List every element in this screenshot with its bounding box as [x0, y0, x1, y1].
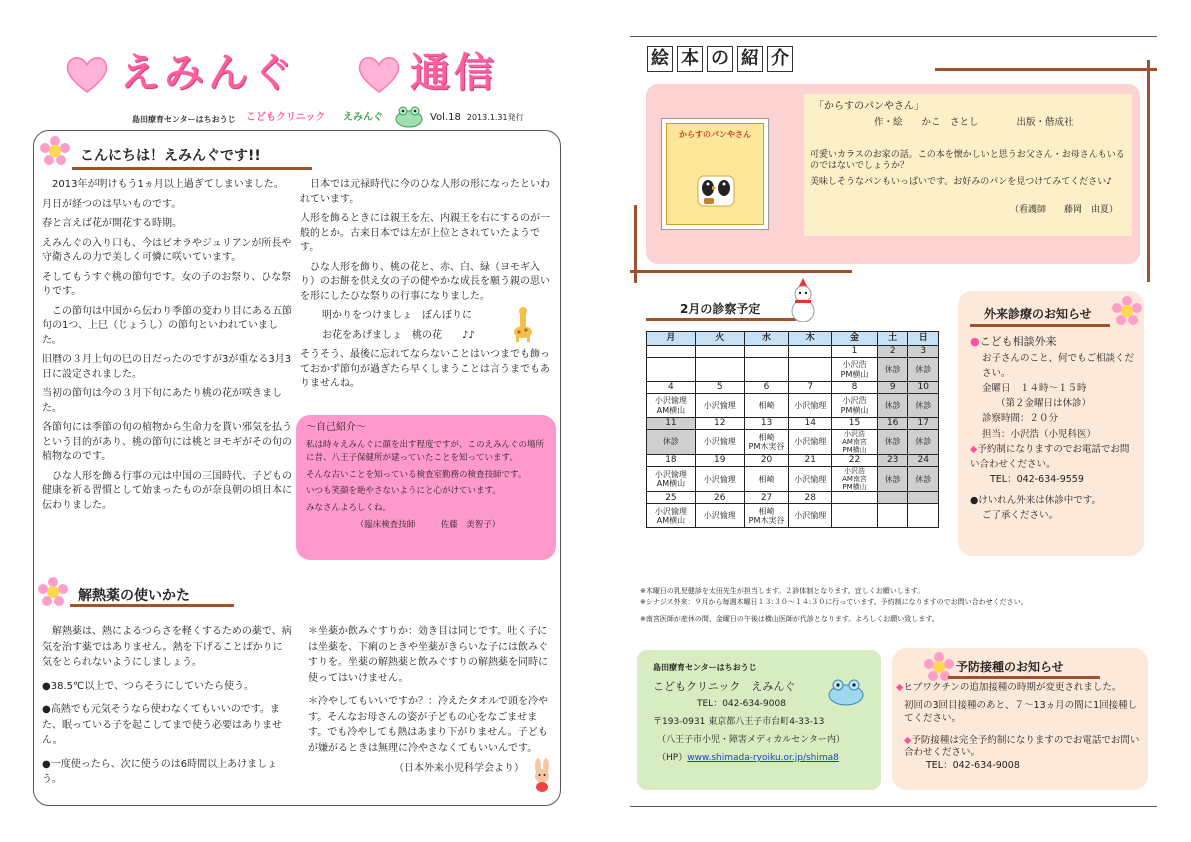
calendar-date: 18 [647, 455, 696, 467]
giraffe-icon [510, 306, 536, 342]
calendar-entry: 小沢愉理 [789, 467, 832, 492]
outpatient-title: 外来診療のお知らせ [984, 307, 1092, 321]
bullet-icon: ● [970, 335, 980, 348]
schedule-title: 2月の診察予定 [680, 302, 761, 316]
snowman-icon [787, 278, 819, 322]
day-header: 水 [744, 332, 789, 346]
calendar-entry: 小沢愉理 [789, 430, 832, 455]
vaccine-body [896, 682, 1144, 772]
poem-line: 明かりをつけましょ ぼんぼりに [322, 310, 472, 321]
contact-tel: TEL：042-634-9008 [697, 699, 786, 709]
frog-icon [394, 104, 424, 128]
frame-line [935, 68, 1157, 71]
calendar-entry [744, 358, 789, 382]
schedule-table [646, 331, 939, 528]
heart-icon [64, 54, 110, 94]
calendar-date: 23 [877, 455, 908, 467]
paragraph: ●一度使ったら、次に使うのは6時間以上あけましょう。 [42, 758, 278, 785]
day-header: 火 [695, 332, 744, 346]
note: ※木曜日の乳児健診を太田先生が担当します。２診体制となります。宜しくお願いします。 [640, 587, 925, 595]
calendar-date [647, 346, 696, 358]
book-text-area [804, 94, 1132, 236]
calendar-date [695, 346, 744, 358]
divider [970, 324, 1110, 327]
calendar-entry [789, 358, 832, 382]
calendar-date: 16 [877, 418, 908, 430]
calendar-date [789, 346, 832, 358]
calendar-entry: 相崎 PM木実谷 [744, 504, 789, 528]
divider [70, 604, 234, 607]
outpatient-line: 金曜日 １４時～１５時 [982, 382, 1087, 394]
outpatient-line: お子さんのこと、何でもご相談ください。 [982, 352, 1135, 379]
divider [72, 167, 312, 170]
calendar-entry: 小沢愉理 AM横山 [647, 394, 696, 418]
frame-line [634, 205, 637, 283]
source: （日本外来小児科学会より） [394, 763, 524, 774]
hello-title: こんにちは！えみんぐです!! [80, 148, 261, 164]
calendar-entry: 小沢愉理 [695, 430, 744, 455]
calendar-entry: 小沢浩 AM南宮 PM横山 [832, 467, 878, 492]
divider [630, 806, 1157, 807]
calendar-date: 14 [789, 418, 832, 430]
day-header: 月 [647, 332, 696, 346]
flower-icon [40, 136, 70, 166]
clinic-name: こどもクリニック [246, 112, 326, 123]
contact-org: 島田療育センターはちおうじ [653, 663, 757, 672]
paragraph: 各節句には季節の旬の植物から生命力を貰い邪気を払うという目的があり、桃の節句には桃とヨモギがその旬の植物なのです。 [42, 422, 292, 462]
calendar-date: 27 [744, 492, 789, 504]
calendar-date: 25 [647, 492, 696, 504]
book-cover-title: からすのパンやさん [666, 123, 764, 225]
frog-icon [826, 676, 866, 706]
book-heading-char: の [707, 46, 733, 72]
contact-clinic: こどもクリニック えみんぐ [653, 680, 796, 693]
book-heading-char: 絵 [647, 46, 673, 72]
homepage-link[interactable]: www.shimada-ryoiku.or.jp/shima8 [687, 753, 839, 763]
calendar-date: 13 [744, 418, 789, 430]
calendar-entry: 休診 [908, 394, 939, 418]
calendar-entry: 休診 [908, 467, 939, 492]
flower-icon [1112, 296, 1142, 326]
calendar-entry: 小沢愉理 AM横山 [647, 467, 696, 492]
fever-right-column [308, 624, 554, 782]
paragraph: ひな人形を飾る行事の元は中国の三国時代、子どもの健康を祈る習慣として始まったものが奈良朝の頃日本に伝わりました。 [42, 470, 292, 511]
calendar-entry [908, 504, 939, 528]
contact-center: （八王子市小児・障害メディカルセンター内） [657, 735, 845, 745]
outpatient-item: ●けいれん外来は休診中です。 [970, 495, 1102, 507]
divider [630, 36, 1157, 37]
vaccine-line: 予防接種は完全予約制になりますのでお電話でお問い合わせください。 [904, 735, 1140, 759]
note: ※シナジス外来：９月から毎週木曜日１３:３０～１４:３０に行っています。予約制になりますのでお問い合わせください。 [640, 597, 1028, 606]
day-header: 土 [877, 332, 908, 346]
calendar-entry: 休診 [877, 467, 908, 492]
intro-line: いつも笑顔を絶やさないようにと心がけています。 [306, 486, 501, 497]
calendar-entry [647, 358, 696, 382]
issue-date: 2013.1.31発行 [466, 113, 524, 122]
calendar-date [908, 492, 939, 504]
outpatient-line: 診察時間：２０分 [982, 413, 1059, 425]
paragraph: 月日が経つのは早いものです。 [42, 198, 182, 210]
calendar-entry [832, 504, 878, 528]
day-header: 日 [908, 332, 939, 346]
intro-line: みなさんよろしくね。 [306, 503, 392, 513]
note: ※南宮医師が産休の間、金曜日の午後は横山医師が代診となります。よろしくお願い致します。 [640, 614, 939, 623]
outpatient-line: 担当：小沢浩（小児科医） [982, 428, 1097, 440]
paragraph: ●38.5℃以上で、つらそうにしていたら使う。 [42, 680, 255, 692]
paragraph: そしてもうすぐ桃の節句です。女の子のお祭り、ひな祭りです。 [42, 271, 292, 297]
calendar-entry: 小沢愉理 [695, 394, 744, 418]
heart-icon [356, 54, 402, 94]
calendar-entry: 休診 [908, 430, 939, 455]
calendar-entry: 相崎 [744, 394, 789, 418]
calendar-date [744, 346, 789, 358]
paragraph: 日本では元禄時代に今のひな人形の形になったといわれています。 [300, 179, 550, 205]
calendar-date: 26 [695, 492, 744, 504]
paragraph: 旧暦の３月上旬の巳の日だったのですが3が重なる3月3日に設定されました。 [42, 354, 292, 380]
calendar-date: 21 [789, 455, 832, 467]
calendar-date: 24 [908, 455, 939, 467]
book-heading-char: 介 [767, 46, 793, 72]
paragraph: 2013年が明けもう1ヵ月以上過ぎてしまいました。 [42, 179, 284, 190]
contact-address: 〒193-0931 東京都八王子市台町4-33-13 [653, 717, 825, 727]
day-header: 金 [832, 332, 878, 346]
paragraph: 当初の節句は今の３月下旬にあたり桃の花が咲きました。 [42, 388, 282, 414]
poem-line: お花をあげましょ 桃の花 ♪♪ [322, 329, 475, 341]
calendar-date: 17 [908, 418, 939, 430]
paragraph: ＊坐薬か飲みぐすりか：効き目は同じです。吐く子には坐薬を、下痢のときや坐薬がきらいな子には飲みぐすりを。坐薬の解熱薬と飲みぐすりの解熱薬を同時に使ってはいけません。 [308, 626, 548, 684]
paragraph: この節句は中国から伝わり季節の変わり目にある五節句の1つ、上巳（じょうし）の節句といわれていました。 [42, 305, 292, 346]
calendar-entry: 相崎 PM木実谷 [744, 430, 789, 455]
calendar-entry: 小沢愉理 [789, 504, 832, 528]
calendar-entry: 小沢愉理 AM横山 [647, 504, 696, 528]
fever-left-column [42, 624, 292, 793]
calendar-entry [695, 358, 744, 382]
volume: Vol.18 [430, 112, 461, 123]
paragraph: そうそう、最後に忘れてならないことはいつまでも飾っておかず節句が過ぎたら早くしまうことは言うまでもありませんね。 [300, 349, 550, 389]
book-heading [647, 46, 797, 72]
calendar-date: 3 [908, 346, 939, 358]
calendar-date: 8 [832, 382, 878, 394]
calendar-date: 7 [789, 382, 832, 394]
paragraph: ●高熱でも元気そうなら使わなくてもいいのです。また、眠っている子を起こしてまで使う必要はありません。 [42, 704, 282, 746]
book-desc: 美味しそうなパンもいっぱいです。お好みのパンを見つけてみてください♪ [810, 177, 1113, 187]
frame-line [630, 270, 852, 273]
org-name: 島田療育センターはちおうじ [132, 115, 236, 124]
calendar-date [877, 492, 908, 504]
calendar-date: 10 [908, 382, 939, 394]
calendar-date: 12 [695, 418, 744, 430]
book-desc: 可愛いカラスのお家の話。この本を懐かしいと思うお父さん・お母さんもいるのではないでしょうか？ [810, 150, 1125, 172]
calendar-date [832, 492, 878, 504]
outpatient-line: （第２金曜日は休診） [996, 398, 1092, 410]
calendar-date: 1 [832, 346, 878, 358]
outpatient-note: ご了承ください。 [982, 510, 1059, 522]
contact-hp-label: （HP） [657, 753, 688, 763]
intro-signature: （臨床検査技師 佐藤 美智子） [355, 519, 501, 530]
book-signature: （看護師 藤岡 由夏） [1009, 205, 1118, 215]
vaccine-line: 初回の3回目接種のあと、７～13ヵ月の間に1回接種してください。 [904, 700, 1138, 724]
calendar-date: 20 [744, 455, 789, 467]
vaccine-tel: TEL：042-634-9008 [926, 759, 1020, 771]
book-author: 作・絵 かこ さとし 出版・偕成社 [874, 117, 1074, 128]
calendar-date: 9 [877, 382, 908, 394]
book-heading-char: 紹 [737, 46, 763, 72]
masthead-title: えみんぐ [120, 50, 296, 96]
book-heading-char: 本 [677, 46, 703, 72]
day-header: 木 [789, 332, 832, 346]
contact-panel [637, 650, 881, 790]
intro-line: 私は時々えみんぐに顔を出す程度ですが、このえみんぐの場所に昔、八王子保健所が建っていたことを知っています。 [306, 440, 545, 463]
calendar-date: 4 [647, 382, 696, 394]
paragraph: 人形を飾るときには親王を左、内親王を右にするのが一般的とか。古来日本では左が上位とされていたようです。 [300, 213, 550, 253]
calendar-entry: 小沢愉理 [695, 504, 744, 528]
fever-title: 解熱薬の使いかた [78, 588, 190, 604]
outpatient-body [970, 333, 1138, 524]
calendar-date: 6 [744, 382, 789, 394]
divider [646, 318, 796, 321]
emming-name: えみんぐ [343, 112, 383, 123]
calendar-entry: 休診 [877, 430, 908, 455]
intro-label: ～自己紹介～ [306, 422, 366, 433]
paragraph: 春と言えば花が開花する時期。 [42, 218, 182, 229]
book-title: 「からすのパンやさん」 [814, 101, 924, 112]
calendar-date: 15 [832, 418, 878, 430]
hello-left-column [42, 178, 292, 518]
calendar-date: 22 [832, 455, 878, 467]
calendar-date: 19 [695, 455, 744, 467]
intro-line: そんな古いことを知っている検査室勤務の検査技師です。 [306, 469, 527, 480]
calendar-date: 28 [789, 492, 832, 504]
outpatient-item: こども相談外来 [979, 335, 1057, 348]
paragraph: 解熱薬は、熱によるつらさを軽くするための薬で、病気を治す薬ではありません。熱を下げることばかりに気をとられないようにしましょう。 [42, 626, 292, 668]
calendar-date: 5 [695, 382, 744, 394]
paragraph: ＊冷やしてもいいですか？：冷えたタオルで頭を冷やす。そんなお母さんの姿が子どもの心をなごませます。でも冷やしても熱はあまり下がりません。子どもが嫌がるときは無理に冷やさなくてもいいんです。 [308, 696, 548, 754]
calendar-entry: 相崎 [744, 467, 789, 492]
calendar-date: 2 [877, 346, 908, 358]
vaccine-title: 予防接種のお知らせ [956, 660, 1064, 674]
flower-icon [38, 577, 68, 607]
schedule-notes [640, 586, 1160, 625]
hello-right-column [300, 178, 552, 397]
diamond-icon: ◆ [970, 443, 978, 455]
calendar-entry: 小沢浩 AM南宮 PM横山 [832, 430, 878, 455]
vaccine-line: ヒブワクチンの追加接種の時期が変更されました。 [903, 682, 1122, 693]
divider [948, 676, 1100, 679]
diamond-icon: ◆ [896, 682, 904, 693]
calendar-date: 11 [647, 418, 696, 430]
calendar-entry: 休診 [908, 358, 939, 382]
diamond-icon: ◆ [904, 735, 912, 747]
calendar-entry: 休診 [877, 358, 908, 382]
masthead-title-2: 通信 [410, 50, 498, 96]
crow-icon [690, 162, 742, 212]
rabbit-icon [530, 758, 554, 792]
calendar-entry: 小沢浩 PM横山 [832, 358, 878, 382]
calendar-entry: 小沢愉理 [789, 394, 832, 418]
calendar-entry: 休診 [647, 430, 696, 455]
calendar-entry: 小沢愉理 [695, 467, 744, 492]
paragraph: えみんぐの入り口も、今はビオラやジュリアンが所長や守衛さんの力で美しく可憐に咲いています。 [42, 237, 292, 263]
paragraph: ひな人形を飾り、桃の花と、赤、白、緑（ヨモギ入り）のお餅を供え女の子の健やかな成長を願う親の思いを形にしたひな祭りの行事になりました。 [300, 261, 550, 302]
calendar-entry [877, 504, 908, 528]
calendar-entry: 休診 [877, 394, 908, 418]
outpatient-reserve: 予約制になりますのでお電話でお問い合わせください。 [970, 443, 1130, 470]
outpatient-tel: TEL：042-634-9559 [990, 474, 1084, 486]
calendar-entry: 小沢浩 PM横山 [832, 394, 878, 418]
frame-line [1147, 60, 1150, 282]
intro-box [296, 415, 556, 560]
